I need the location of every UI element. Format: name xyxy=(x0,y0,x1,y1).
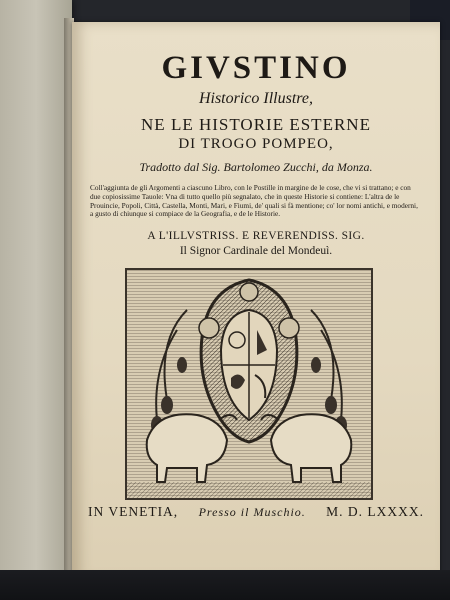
imprint-year: M. D. LXXXX. xyxy=(326,504,425,519)
imprint-city: IN VENETIA, xyxy=(87,504,179,519)
translator-line: Tradotto dal Sig. Bartolomeo Zucchi, da Monza. xyxy=(139,160,373,174)
book-title: GIVSTINO xyxy=(161,50,351,86)
title-page xyxy=(72,22,440,580)
book-cover-left xyxy=(0,0,72,600)
table-surface xyxy=(0,570,450,600)
heading-line-1: NE LE HISTORIE ESTERNE xyxy=(141,115,371,134)
heading-line-2: DI TROGO POMPEO, xyxy=(178,136,334,152)
imprint-printer: Presso il Muschio. xyxy=(198,505,306,519)
dedication-line-2: Il Signor Cardinale del Mondeuì. xyxy=(179,245,333,257)
book-subtitle: Historico Illustre, xyxy=(198,90,314,107)
dedication-line-1: A L'ILLVSTRISS. E REVERENDISS. SIG. xyxy=(147,230,365,242)
right-putto xyxy=(279,318,299,338)
top-mask xyxy=(240,283,258,301)
imprint-line xyxy=(72,504,440,520)
left-putto xyxy=(199,318,219,338)
description-text: Coll'aggiunta de gli Argomenti a ciascuno Libro, con le Postille in margine de le cose, che vi si trattano; e con due copiosissime Tauole: Vna di tutto quello più segnalato, che in queste Historie si contiene: L'altra de le Prouincie, Popoli, Città, Castella, Monti, Mari, e Fiumi, de' quali si fà mentione; co' lor nomi antichi, e moderni, a gusto di chiunque si compiace de la Geografia, e de le Historie. xyxy=(90,183,418,219)
coat-of-arms-engraving xyxy=(125,268,373,500)
coat-of-arms-image xyxy=(127,270,371,498)
